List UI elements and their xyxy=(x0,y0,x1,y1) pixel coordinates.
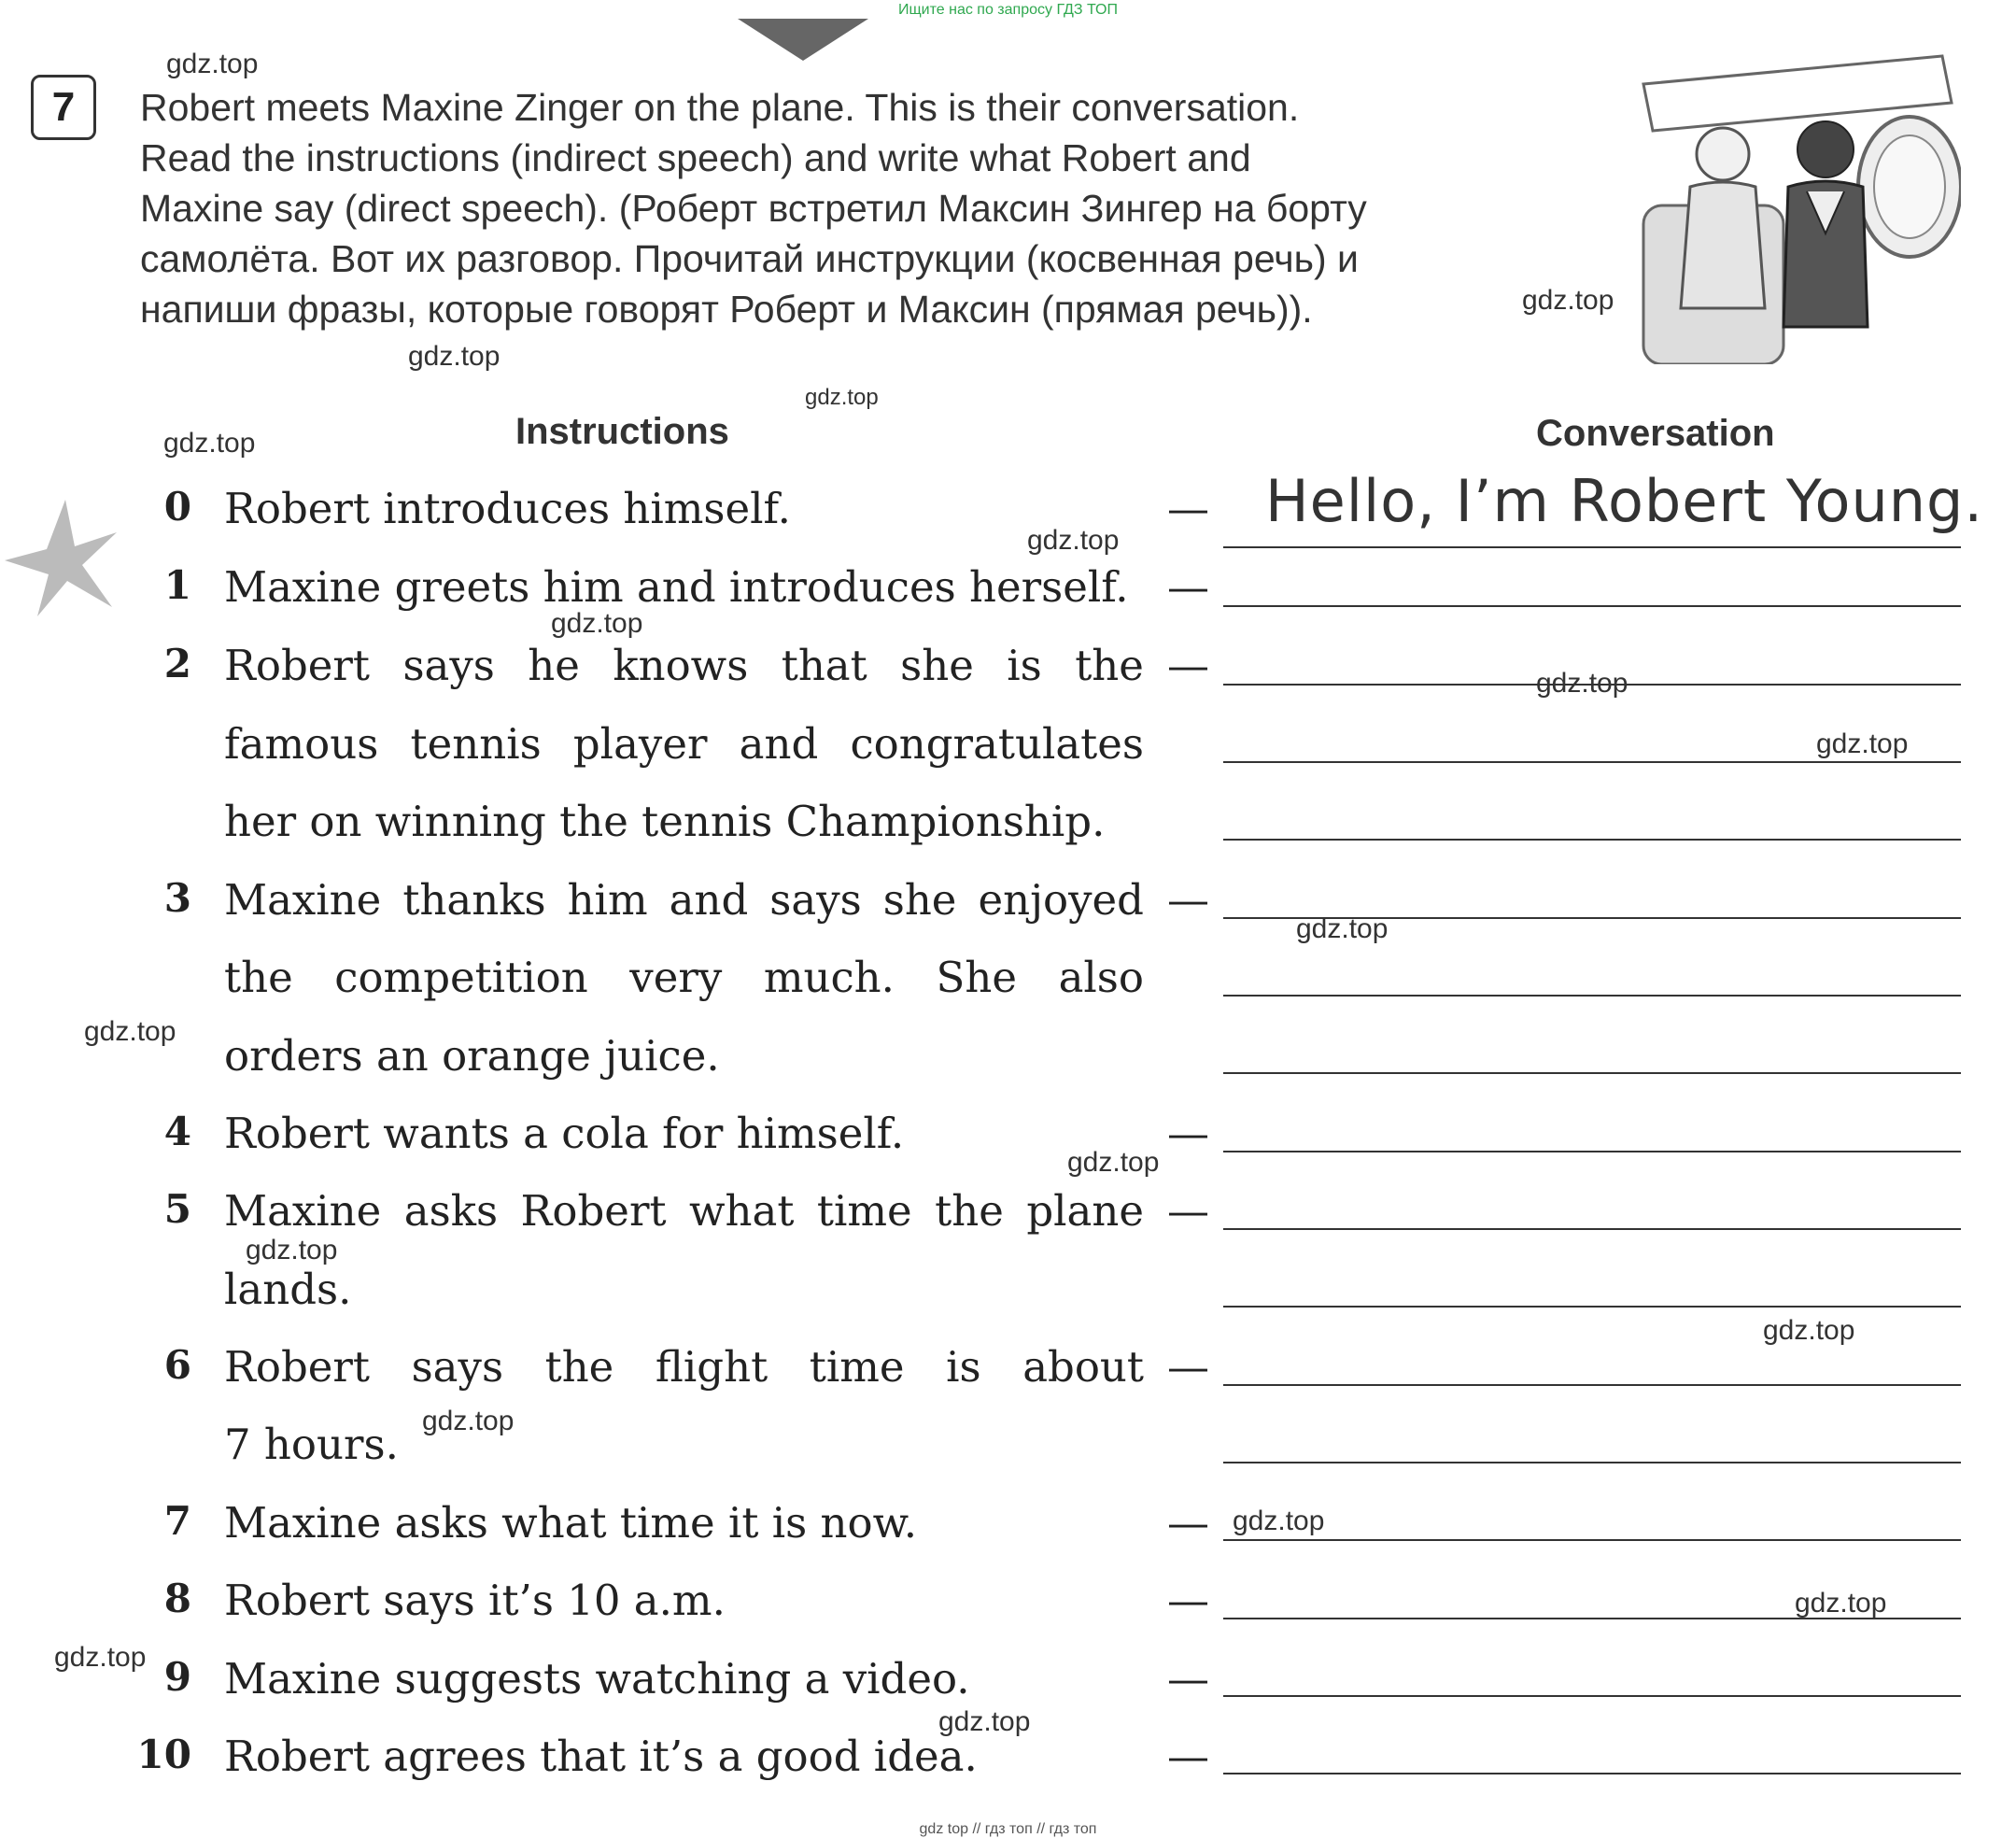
instruction-text xyxy=(224,875,1144,925)
word: time xyxy=(809,1342,905,1392)
answer-line[interactable] xyxy=(1223,1462,1961,1463)
dash: — xyxy=(1167,562,1209,612)
word: congratulates xyxy=(850,719,1144,769)
item-number: 7 xyxy=(163,1498,191,1544)
answer-line[interactable] xyxy=(1223,1539,1961,1541)
word: she xyxy=(882,875,957,925)
word: and xyxy=(739,719,819,769)
watermark: gdz.top xyxy=(1027,525,1120,556)
watermark: gdz.top xyxy=(938,1706,1031,1737)
instruction-text: Maxine suggests watching a video. xyxy=(224,1654,970,1704)
instruction-text xyxy=(224,641,1144,690)
instruction-text-continued xyxy=(224,953,1144,1002)
instruction-text: Robert says it’s 10 a.m. xyxy=(224,1576,726,1625)
word: tennis xyxy=(410,719,542,769)
answer-line[interactable] xyxy=(1223,1151,1961,1152)
watermark: gdz.top xyxy=(54,1642,147,1673)
dash: — xyxy=(1167,1732,1209,1781)
answer-line[interactable] xyxy=(1223,605,1961,607)
watermark: gdz.top xyxy=(84,1016,176,1047)
instruction-text-continued: lands. xyxy=(224,1265,352,1314)
item-number: 0 xyxy=(163,484,191,530)
word: also xyxy=(1058,953,1144,1002)
instruction-text: Robert introduces himself. xyxy=(224,484,791,533)
word: the xyxy=(935,1186,1004,1236)
word: she xyxy=(900,641,974,690)
word: him xyxy=(567,875,648,925)
word: that xyxy=(781,641,867,690)
decorative-star-fragment xyxy=(728,19,878,65)
dash: — xyxy=(1167,1342,1209,1392)
word: plane xyxy=(1026,1186,1144,1236)
instruction-text: Robert agrees that it’s a good idea. xyxy=(224,1732,978,1781)
word: time xyxy=(816,1186,912,1236)
word: flight xyxy=(655,1342,768,1392)
word: competition xyxy=(334,953,588,1002)
word: Robert xyxy=(520,1186,667,1236)
dash: — xyxy=(1167,1186,1209,1236)
watermark: gdz.top xyxy=(1233,1506,1325,1536)
task-line: Maxine say (direct speech). (Роберт встретил Максин Зингер на борту xyxy=(140,187,1367,230)
task-line: Robert meets Maxine Zinger on the plane. This is their conversation. xyxy=(140,86,1300,129)
answer-line[interactable] xyxy=(1223,995,1961,997)
item-number: 4 xyxy=(163,1109,191,1154)
dash: — xyxy=(1167,875,1209,925)
instructions-header: Instructions xyxy=(515,411,729,452)
word: much. xyxy=(763,953,895,1002)
item-number: 6 xyxy=(163,1342,191,1388)
bottom-footer-links[interactable]: gdz top // гдз топ // гдз топ xyxy=(919,1821,1097,1837)
answer-line[interactable] xyxy=(1223,1072,1961,1074)
conversation-header: Conversation xyxy=(1536,413,1775,454)
item-number: 10 xyxy=(136,1732,191,1777)
watermark: gdz.top xyxy=(1522,285,1614,316)
watermark: gdz.top xyxy=(1763,1315,1855,1346)
dash: — xyxy=(1167,1498,1209,1548)
exercise-number: 7 xyxy=(31,75,96,140)
word: very xyxy=(629,953,723,1002)
word: the xyxy=(224,953,293,1002)
watermark: gdz.top xyxy=(1816,728,1909,759)
dash: — xyxy=(1167,641,1209,690)
answer-line[interactable] xyxy=(1223,839,1961,841)
item-number: 3 xyxy=(163,875,191,921)
word: says xyxy=(769,875,862,925)
watermark: gdz.top xyxy=(1067,1147,1160,1178)
word: knows xyxy=(613,641,749,690)
answer-line[interactable] xyxy=(1223,546,1961,548)
word: what xyxy=(689,1186,795,1236)
instruction-text-continued: orders an orange juice. xyxy=(224,1031,720,1081)
word: She xyxy=(936,953,1017,1002)
item-number: 5 xyxy=(163,1186,191,1232)
item-number: 8 xyxy=(163,1576,191,1621)
task-instructions xyxy=(140,82,1559,334)
word: Maxine xyxy=(224,875,382,925)
watermark: gdz.top xyxy=(551,608,643,639)
word: says xyxy=(402,641,495,690)
instruction-text: Maxine asks what time it is now. xyxy=(224,1498,918,1548)
word: thanks xyxy=(402,875,546,925)
word: is xyxy=(946,1342,981,1392)
word: he xyxy=(528,641,580,690)
watermark: gdz.top xyxy=(408,341,500,372)
decorative-star-icon xyxy=(0,495,121,626)
watermark: gdz.top xyxy=(1536,668,1628,699)
dash: — xyxy=(1167,484,1209,533)
item-number: 2 xyxy=(163,641,191,686)
instruction-text-continued xyxy=(224,719,1144,769)
dash: — xyxy=(1167,1109,1209,1158)
word: the xyxy=(1075,641,1144,690)
watermark: gdz.top xyxy=(246,1235,338,1265)
task-line: самолёта. Вот их разговор. Прочитай инструкции (косвенная речь) и xyxy=(140,237,1359,280)
answer-line[interactable] xyxy=(1223,1695,1961,1697)
word: the xyxy=(544,1342,614,1392)
answer-handwritten: Hello, I’m Robert Young. xyxy=(1265,467,1984,535)
watermark: gdz.top xyxy=(422,1406,515,1436)
answer-line[interactable] xyxy=(1223,1384,1961,1386)
watermark: gdz.top xyxy=(166,49,259,79)
word: about xyxy=(1022,1342,1144,1392)
answer-line[interactable] xyxy=(1223,1306,1961,1308)
word: Maxine xyxy=(224,1186,382,1236)
word: says xyxy=(411,1342,504,1392)
answer-line[interactable] xyxy=(1223,1773,1961,1774)
dash: — xyxy=(1167,1576,1209,1625)
top-search-hint[interactable]: Ищите нас по запросу ГДЗ ТОП xyxy=(898,2,1118,18)
illustration-plane-passengers xyxy=(1625,47,1961,364)
instruction-text-continued: her on winning the tennis Championship. xyxy=(224,797,1106,846)
word: Robert xyxy=(224,1342,371,1392)
item-number: 1 xyxy=(163,562,191,608)
watermark: gdz.top xyxy=(1296,913,1389,944)
item-number: 9 xyxy=(163,1654,191,1700)
instruction-text: Maxine greets him and introduces herself. xyxy=(224,562,1129,612)
watermark: gdz.top xyxy=(163,428,256,459)
task-line: напиши фразы, которые говорят Роберт и Максин (прямая речь)). xyxy=(140,288,1313,331)
instruction-text xyxy=(224,1342,1144,1392)
word: asks xyxy=(403,1186,499,1236)
instruction-text xyxy=(224,1186,1144,1236)
answer-line[interactable] xyxy=(1223,761,1961,763)
instruction-text-continued: 7 hours. xyxy=(224,1420,399,1469)
task-line: Read the instructions (indirect speech) and write what Robert and xyxy=(140,136,1251,179)
answer-line[interactable] xyxy=(1223,1228,1961,1230)
word: enjoyed xyxy=(978,875,1144,925)
dash: — xyxy=(1167,1654,1209,1704)
word: famous xyxy=(224,719,379,769)
word: is xyxy=(1007,641,1042,690)
watermark: gdz.top xyxy=(1795,1588,1887,1619)
watermark: gdz.top xyxy=(805,385,879,410)
word: player xyxy=(572,719,708,769)
instruction-text: Robert wants a cola for himself. xyxy=(224,1109,905,1158)
word: and xyxy=(669,875,749,925)
word: Robert xyxy=(224,641,371,690)
